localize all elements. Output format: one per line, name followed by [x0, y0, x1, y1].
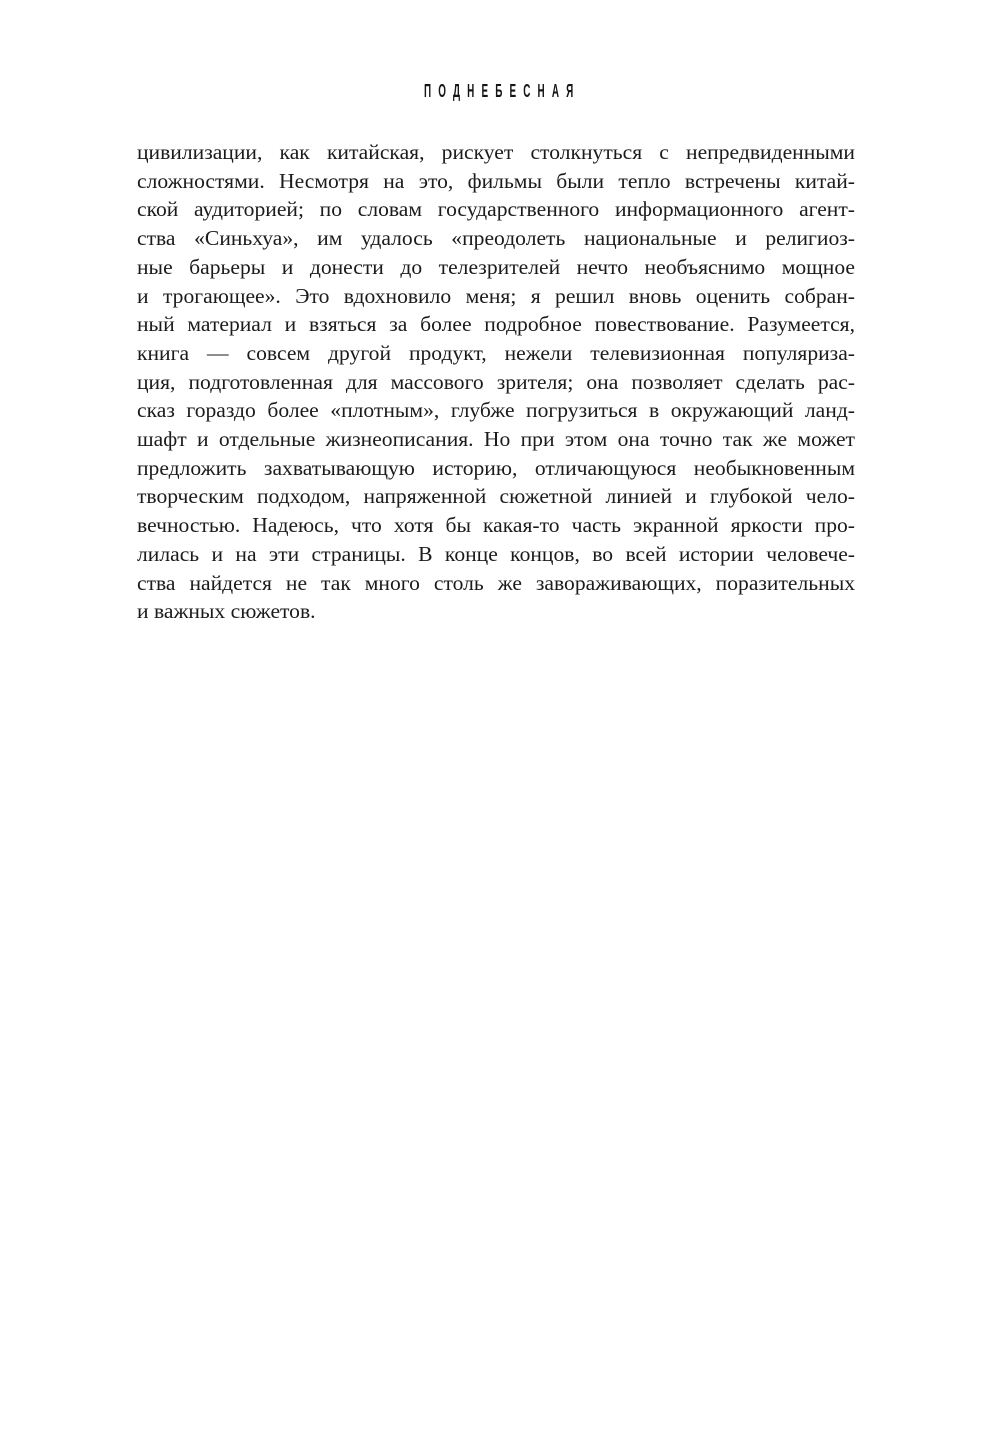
paragraph-line: ства найдется не так много столь же завораживающих, поразительных — [137, 570, 855, 595]
paragraph-line: сказ гораздо более «плотным», глубже погрузиться в окружающий ланд- — [137, 398, 855, 423]
paragraph-line: и трогающее». Это вдохновило меня; я решил вновь оценить собран- — [137, 283, 855, 308]
paragraph-line: лилась и на эти страницы. В конце концов, во всей истории человече- — [137, 541, 855, 566]
paragraph-line: ской аудиторией; по словам государственного информационного агент- — [137, 197, 855, 222]
paragraph-line: ные барьеры и донести до телезрителей нечто необъяснимо мощное — [137, 254, 855, 279]
paragraph-line: ция, подготовленная для массового зрителя; она позволяет сделать рас- — [137, 369, 855, 394]
paragraph-line: вечностью. Надеюсь, что хотя бы какая-то часть экранной яркости про- — [137, 513, 855, 538]
paragraph-line: книга — совсем другой продукт, нежели телевизионная популяриза- — [137, 340, 855, 365]
paragraph-line: сложностями. Несмотря на это, фильмы были тепло встречены китай- — [137, 168, 855, 193]
running-header-title: ПОДНЕБЕСНАЯ — [424, 81, 581, 101]
paragraph-line: ства «Синьхуа», им удалось «преодолеть национальные и религиоз- — [137, 226, 855, 251]
paragraph-line: и важных сюжетов. — [137, 599, 316, 624]
paragraph-line: шафт и отдельные жизнеописания. Но при этом она точно так же может — [137, 427, 855, 452]
paragraph — [137, 138, 855, 626]
paragraph-line: предложить захватывающую историю, отличающуюся необыкновенным — [137, 455, 855, 480]
running-header — [0, 80, 992, 104]
paragraph-line: цивилизации, как китайская, рискует столкнуться с непредвиденными — [137, 140, 855, 164]
paragraph-line: творческим подходом, напряженной сюжетной линией и глубокой чело- — [137, 484, 855, 509]
paragraph-line: ный материал и взяться за более подробное повествование. Разумеется, — [137, 312, 855, 337]
